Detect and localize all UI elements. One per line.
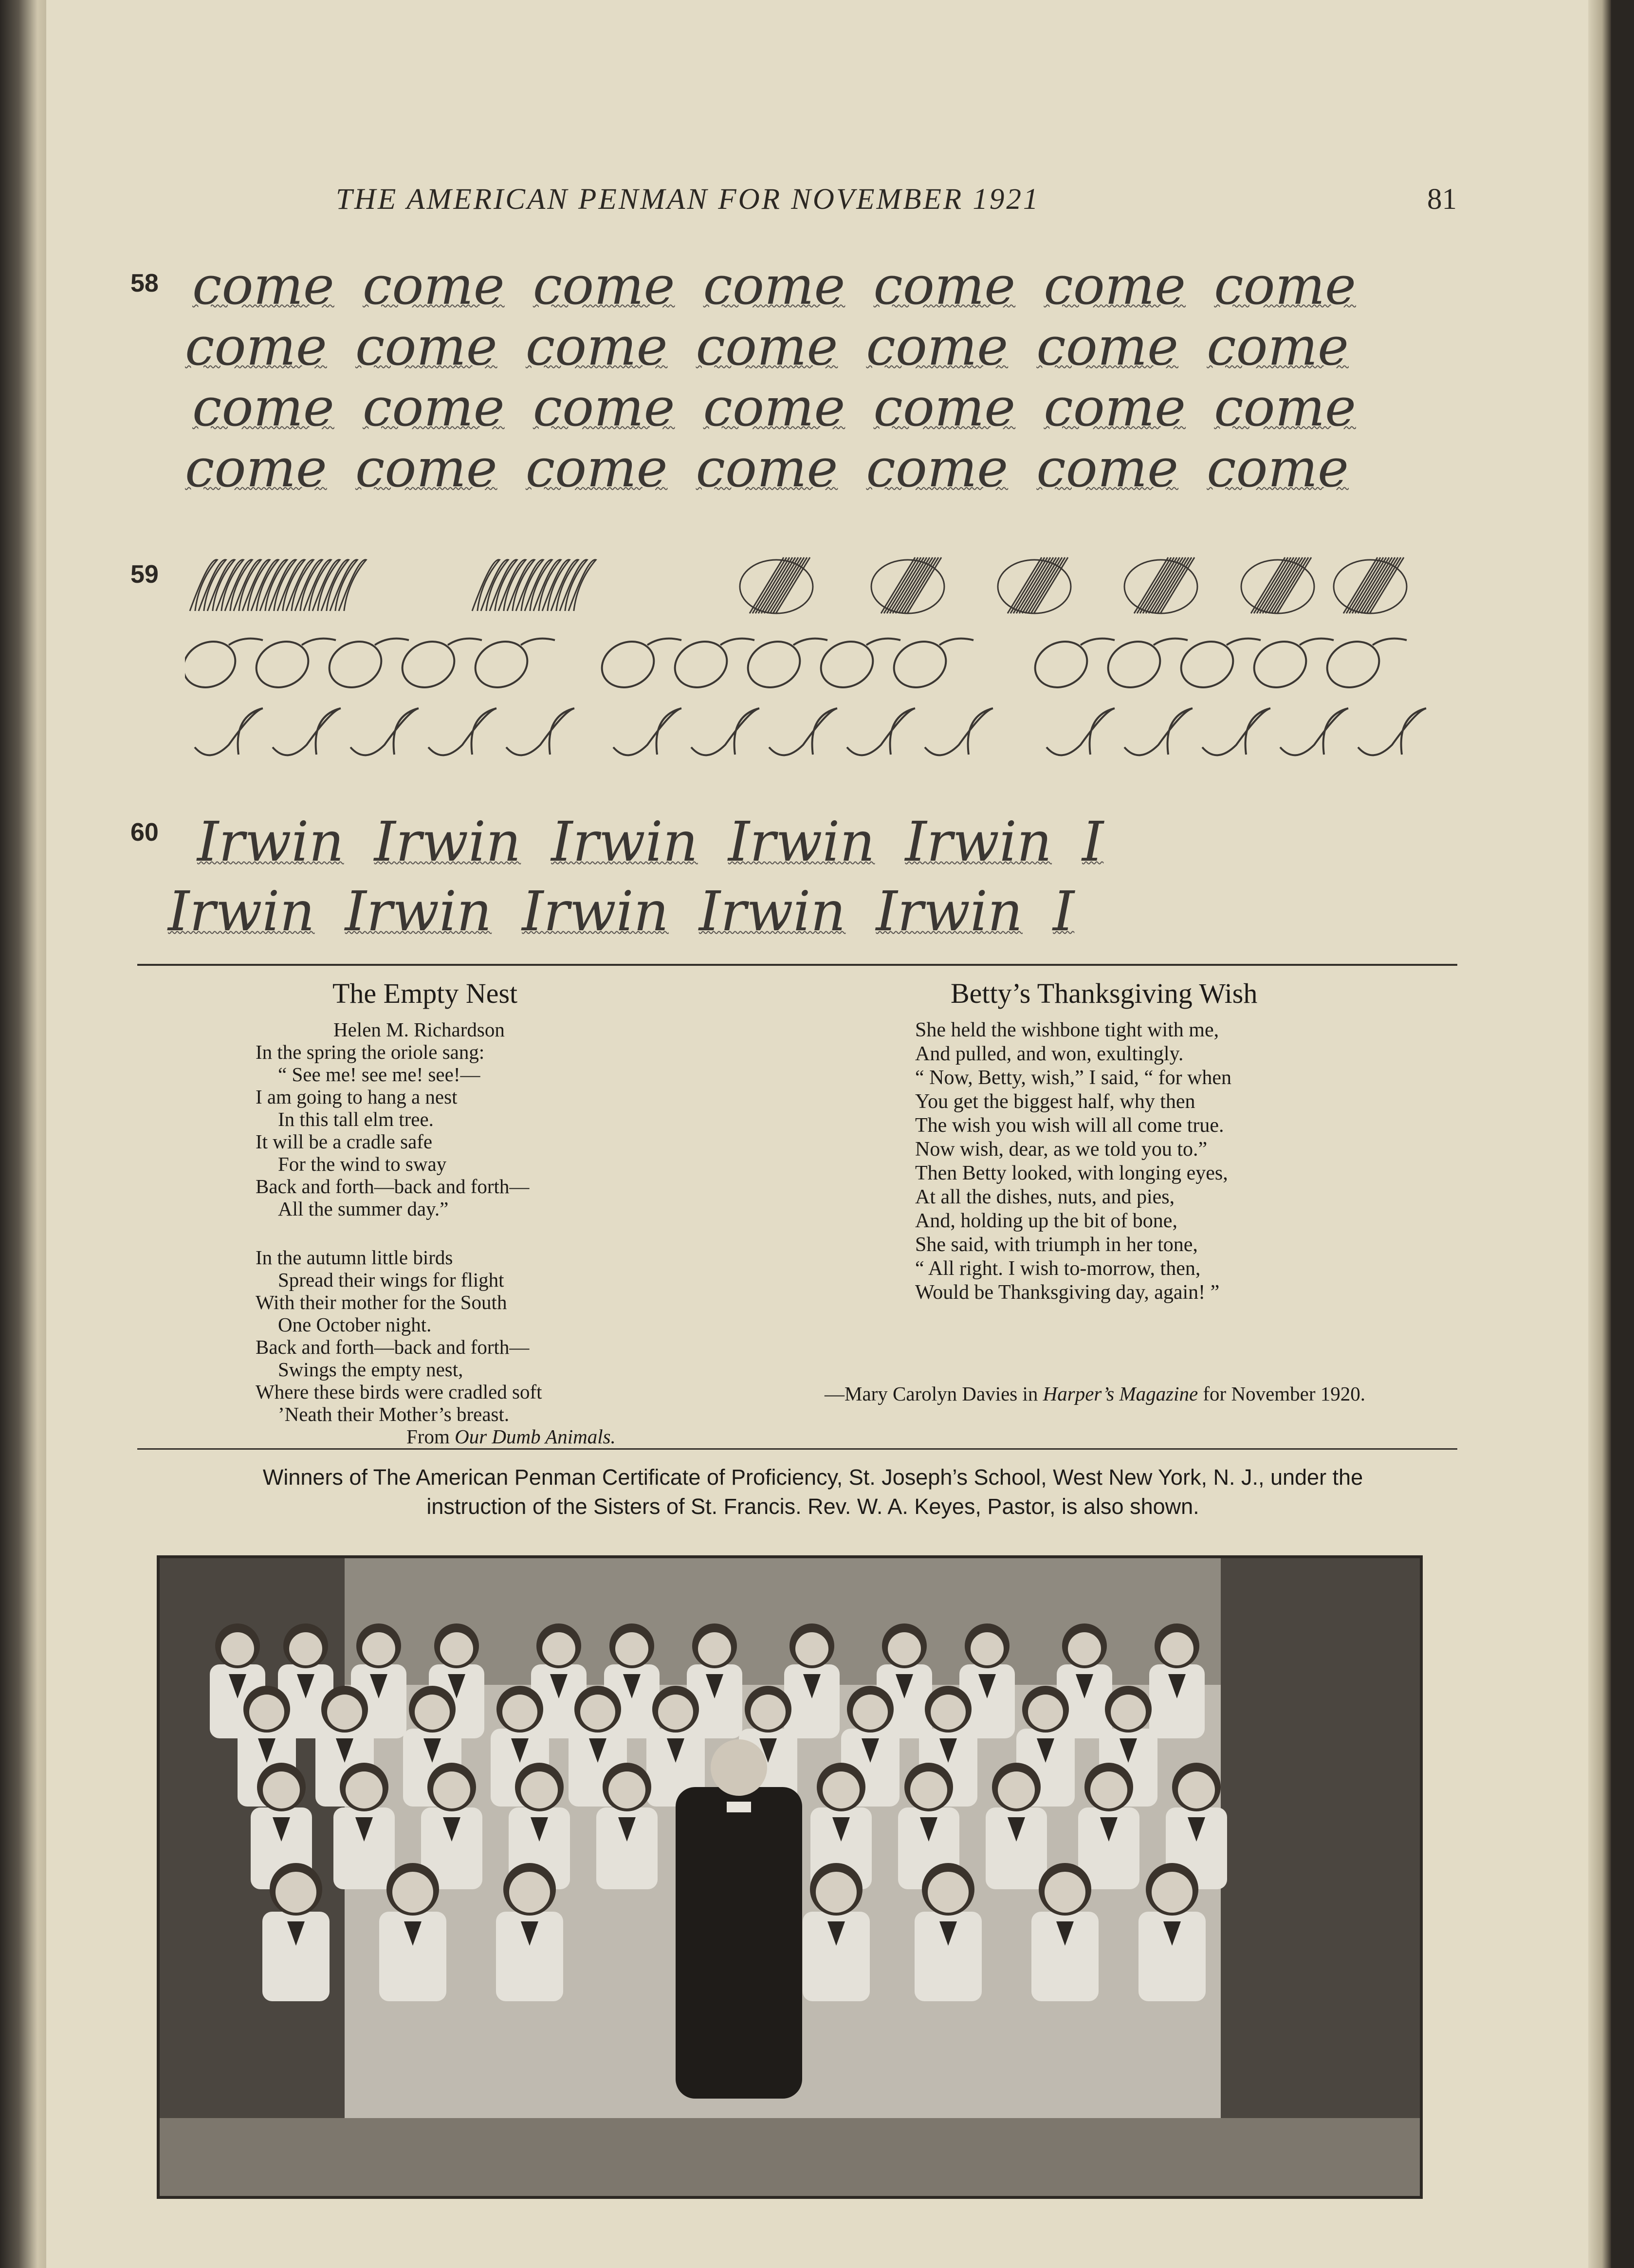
exercise-number-58: 58 [130, 269, 159, 297]
poem-line: Would be Thanksgiving day, again! ” [915, 1281, 1220, 1304]
poem-line: “ Now, Betty, wish,” I said, “ for when [915, 1067, 1232, 1089]
cursive-word-come: come [696, 316, 838, 377]
stone-wall-right [1221, 1558, 1420, 2196]
attribution-source: Harper’s Magazine [1043, 1383, 1198, 1405]
poem-line: The wish you wish will all come true. [915, 1114, 1224, 1137]
cursive-word-irwin: Irwin [698, 880, 846, 943]
attribution-suffix: for November 1920. [1203, 1383, 1366, 1405]
come-row [192, 256, 1384, 316]
cursive-word-irwin: Irwin [374, 811, 521, 874]
come-row [192, 377, 1384, 438]
poem-line: Spread their wings for flight [278, 1269, 504, 1291]
cursive-word-come: come [696, 438, 838, 499]
cursive-word-come: come [185, 438, 327, 499]
cursive-word-come: come [1207, 438, 1349, 499]
cursive-word-come: come [362, 377, 505, 438]
exercise-number-60: 60 [130, 818, 159, 847]
cursive-word-come: come [866, 316, 1009, 377]
stanza-gap [256, 1220, 616, 1246]
cursive-word-come: come [355, 316, 497, 377]
cursive-letter-i: I [1053, 880, 1075, 943]
poem-line: She held the wishbone tight with me, [915, 1019, 1219, 1041]
poem-betty-attribution [825, 1382, 1457, 1406]
cursive-word-irwin: Irwin [168, 880, 315, 943]
cursive-word-come: come [525, 316, 668, 377]
cursive-word-come: come [1036, 316, 1179, 377]
cursive-letter-i: I [1082, 811, 1104, 874]
poem-credit [256, 1425, 616, 1448]
poem-line: In the autumn little birds [256, 1246, 453, 1269]
poem-line: You get the biggest half, why then [915, 1090, 1195, 1113]
poem-line: And, holding up the bit of bone, [915, 1210, 1177, 1232]
poem-line: ’Neath their Mother’s breast. [278, 1403, 510, 1425]
poem-line: Then Betty looked, with longing eyes, [915, 1162, 1228, 1184]
cursive-word-come: come [1214, 256, 1356, 316]
poem-line: In this tall elm tree. [278, 1108, 434, 1130]
poem-line: Back and forth—back and forth— [256, 1175, 530, 1198]
poem-credit-prefix: From [406, 1425, 450, 1448]
cursive-word-come: come [192, 256, 334, 316]
caption-line-1: Winners of The American Penman Certificate of Proficiency, St. Joseph’s School, West New York, N. J., under the [262, 1465, 1363, 1490]
poem-author: Helen M. Richardson [333, 1018, 505, 1041]
poem-line: She said, with triumph in her tone, [915, 1234, 1198, 1256]
poem-line: “ See me! see me! see!— [278, 1063, 480, 1086]
photo-caption [161, 1463, 1465, 1521]
poem-line: Swings the empty nest, [278, 1358, 463, 1381]
class-photo-image [160, 1558, 1420, 2196]
cursive-word-irwin: Irwin [551, 811, 698, 874]
poem-title-betty: Betty’s Thanksgiving Wish [951, 977, 1258, 1009]
poem-title-empty-nest: The Empty Nest [332, 977, 518, 1009]
cursive-word-come: come [1044, 377, 1186, 438]
caption-line-2: instruction of the Sisters of St. Francis. Rev. W. A. Keyes, Pastor, is also shown. [426, 1494, 1199, 1519]
cursive-word-come: come [355, 438, 497, 499]
poem-line: “ All right. I wish to-morrow, then, [915, 1257, 1201, 1280]
poem-stanza-1 [256, 1041, 616, 1220]
cursive-word-irwin: Irwin [522, 880, 669, 943]
poem-line: For the wind to sway [278, 1153, 447, 1175]
cursive-word-come: come [1207, 316, 1349, 377]
poem-line: At all the dishes, nuts, and pies, [915, 1186, 1175, 1208]
book-spine-shadow [0, 0, 54, 2268]
running-head: THE AMERICAN PENMAN FOR NOVEMBER 1921 [336, 183, 1040, 216]
poem-betty [915, 1018, 1231, 1305]
section-divider-top [137, 964, 1457, 966]
poem-line: Back and forth—back and forth— [256, 1336, 530, 1358]
poem-line: And pulled, and won, exultingly. [915, 1043, 1184, 1065]
poem-empty-nest [256, 1018, 616, 1448]
come-row [185, 316, 1377, 377]
cursive-word-irwin: Irwin [728, 811, 875, 874]
priest-figure [676, 1787, 802, 2099]
poem-credit-source: Our Dumb Animals. [455, 1425, 616, 1448]
cursive-word-come: come [362, 256, 505, 316]
cursive-word-come: come [532, 256, 675, 316]
cursive-word-come: come [1044, 256, 1186, 316]
cursive-word-irwin: Irwin [197, 811, 344, 874]
come-row [185, 438, 1377, 499]
exercise-59-cursive-o-row [185, 630, 1431, 694]
poem-line: In the spring the oriole sang: [256, 1041, 485, 1063]
poem-line: All the summer day.” [278, 1198, 449, 1220]
cursive-word-come: come [866, 438, 1009, 499]
irwin-row [168, 880, 1102, 943]
poem-line: Where these birds were cradled soft [256, 1381, 542, 1403]
irwin-row [197, 811, 1132, 874]
cursive-word-come: come [703, 377, 845, 438]
poem-line: I am going to hang a nest [256, 1086, 458, 1108]
section-divider-bottom [137, 1448, 1457, 1450]
poem-line: Now wish, dear, as we told you to.” [915, 1138, 1208, 1161]
cursive-word-come: come [532, 377, 675, 438]
class-photo [157, 1555, 1423, 2199]
cursive-word-come: come [703, 256, 845, 316]
exercise-59-cursive-i-row [185, 701, 1431, 764]
exercise-number-59: 59 [130, 560, 159, 589]
cursive-word-come: come [873, 377, 1016, 438]
cursive-word-irwin: Irwin [345, 880, 492, 943]
attribution-prefix: —Mary Carolyn Davies in [825, 1383, 1038, 1405]
exercise-59-oval-drill [185, 553, 1431, 621]
cursive-word-come: come [525, 438, 668, 499]
poem-line: With their mother for the South [256, 1291, 507, 1313]
poem-line: It will be a cradle safe [256, 1130, 433, 1153]
cursive-word-irwin: Irwin [905, 811, 1052, 874]
poem-stanza-2 [256, 1246, 616, 1425]
cursive-word-come: come [873, 256, 1016, 316]
cursive-word-come: come [1036, 438, 1179, 499]
cursive-word-come: come [1214, 377, 1356, 438]
poem-line: One October night. [278, 1313, 432, 1336]
cursive-word-irwin: Irwin [876, 880, 1023, 943]
cursive-word-come: come [192, 377, 334, 438]
cursive-word-come: come [185, 316, 327, 377]
page-number: 81 [1427, 183, 1457, 216]
page-edge [1588, 0, 1611, 2268]
